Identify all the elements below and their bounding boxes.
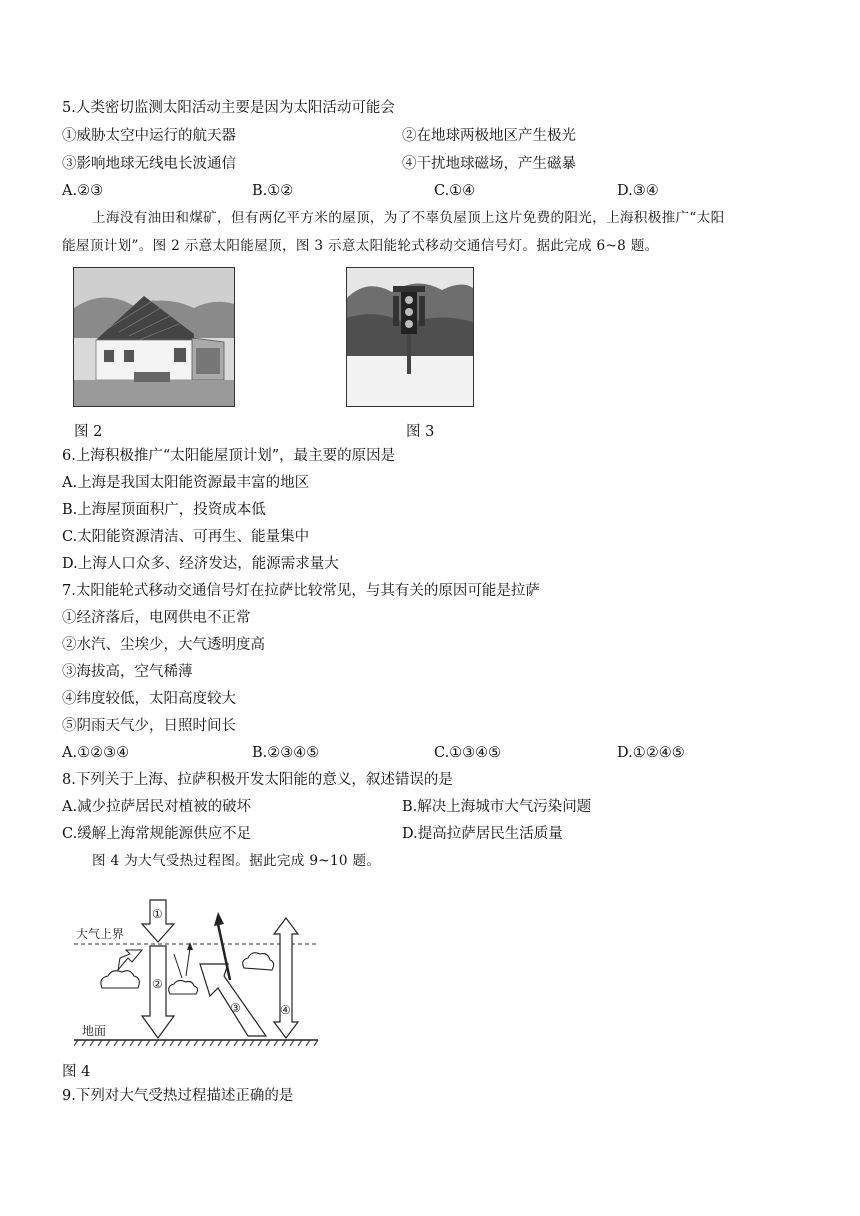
q7-stem: 7.太阳能轮式移动交通信号灯在拉萨比较常见，与其有关的原因可能是拉萨 (62, 583, 540, 599)
q8-stem: 8.下列关于上海、拉萨积极开发太阳能的意义，叙述错误的是 (62, 772, 453, 788)
cloud-icon (169, 980, 198, 994)
q5-stem: 5.人类密切监测太阳活动主要是因为太阳活动可能会 (62, 100, 395, 116)
arrow-1-label: ① (152, 907, 163, 921)
q6-option-d: D.上海人口众多、经济发达，能源需求量大 (62, 556, 339, 572)
figure-3-caption: 图 3 (406, 424, 435, 440)
q5-option-a: A.②③ (62, 183, 104, 199)
q8-option-c: C.缓解上海常规能源供应不足 (62, 826, 252, 842)
top-of-atmosphere-label: 大气上界 (76, 927, 125, 941)
figure-2-caption: 图 2 (74, 424, 103, 440)
q8-option-b: B.解决上海城市大气污染问题 (402, 799, 592, 815)
q5-item-3: ③影响地球无线电长波通信 (62, 156, 236, 172)
cloud-icon (243, 953, 274, 970)
q7-item-2: ②水汽、尘埃少，大气透明度高 (62, 637, 265, 653)
q7-item-4: ④纬度较低，太阳高度较大 (62, 691, 236, 707)
cloud-icon (101, 971, 139, 988)
q7-option-d: D.①②④⑤ (617, 745, 685, 761)
ground-label: 地面 (82, 1024, 107, 1038)
q5-option-b: B.①② (252, 183, 294, 199)
q7-option-a: A.①②③④ (62, 745, 130, 761)
solar-house-image (74, 268, 234, 406)
arrow-2-label: ② (152, 977, 163, 991)
q6-option-b: B.上海屋顶面积广，投资成本低 (62, 502, 266, 518)
figure-4-atmospheric-heating-diagram (74, 884, 324, 1054)
q7-option-c: C.①③④⑤ (434, 745, 502, 761)
q7-item-3: ③海拔高，空气稀薄 (62, 664, 193, 680)
q7-option-b: B.②③④⑤ (252, 745, 320, 761)
passage-2: 图 4 为大气受热过程图。据此完成 9~10 题。 (92, 853, 381, 869)
traffic-light-image (347, 268, 473, 406)
figure-3-solar-traffic-light-photo (346, 267, 474, 407)
q5-option-c: C.①④ (434, 183, 476, 199)
q5-item-4: ④干扰地球磁场，产生磁暴 (402, 156, 576, 172)
q7-item-5: ⑤阴雨天气少，日照时间长 (62, 718, 236, 734)
arrow-4-label: ④ (280, 1003, 291, 1017)
q8-option-d: D.提高拉萨居民生活质量 (402, 826, 563, 842)
q8-option-a: A.减少拉萨居民对植被的破坏 (62, 799, 252, 815)
q5-item-2: ②在地球两极地区产生极光 (402, 128, 576, 144)
q6-option-a: A.上海是我国太阳能资源最丰富的地区 (62, 475, 310, 491)
figure-4-caption: 图 4 (62, 1064, 91, 1080)
figure-2-solar-roof-photo (73, 267, 235, 407)
q7-item-1: ①经济落后，电网供电不正常 (62, 610, 251, 626)
passage-1-line-2: 能屋顶计划”。图 2 示意太阳能屋顶，图 3 示意太阳能轮式移动交通信号灯。据此完成 6~8 题。 (62, 238, 659, 254)
q5-option-d: D.③④ (617, 183, 659, 199)
passage-1-line-1: 上海没有油田和煤矿，但有两亿平方米的屋顶，为了不辜负屋顶上这片免费的阳光，上海积极推广“太阳 (92, 210, 725, 226)
arrow-3-label: ③ (230, 1001, 241, 1015)
q6-option-c: C.太阳能资源清洁、可再生、能量集中 (62, 529, 310, 545)
q5-item-1: ①威胁太空中运行的航天器 (62, 128, 236, 144)
heating-process-svg (74, 884, 324, 1054)
q9-stem: 9.下列对大气受热过程描述正确的是 (62, 1088, 294, 1104)
arrow-4-counter-radiation (274, 918, 298, 1038)
q6-stem: 6.上海积极推广“太阳能屋顶计划”，最主要的原因是 (62, 448, 396, 464)
arrow-3-ground-radiation (200, 964, 266, 1036)
